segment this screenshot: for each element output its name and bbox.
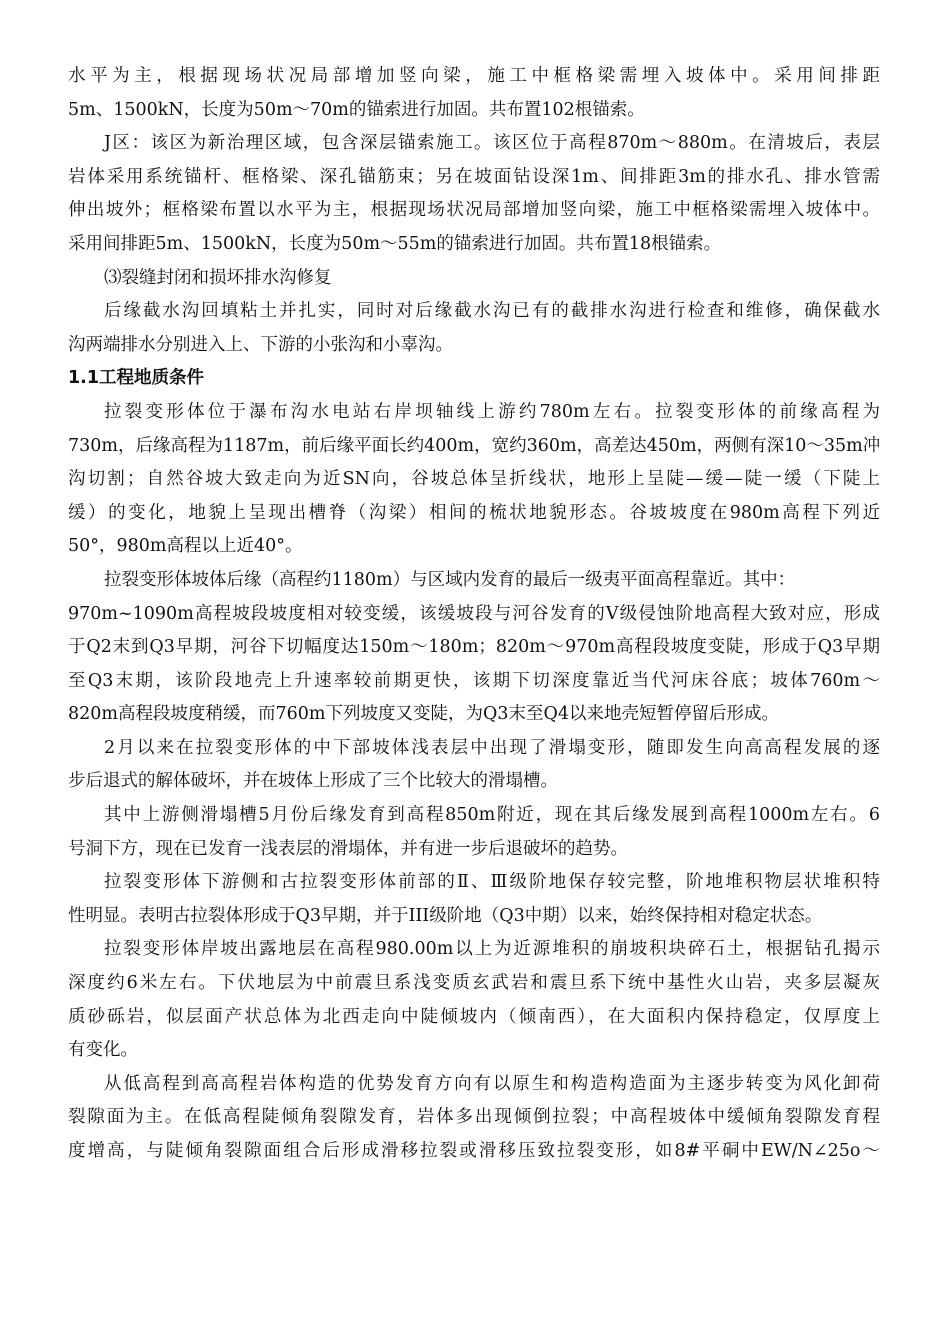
text-line: 沟切割；自然谷坡大致走向为近SN向，谷坡总体呈折线状，地形上呈陡—缓—陡一缓（下陡上	[68, 469, 880, 490]
text-line: J区：该区为新治理区域，包含深层锚索施工。该区位于高程870m～880m。在清坡后，表层	[104, 133, 880, 154]
text-line: 2月以来在拉裂变形体的中下部坡体浅表层中出现了滑塌变形，随即发生向高高程发展的逐	[104, 737, 880, 758]
text-line: 970m~1090m高程坡段坡度相对较变缓，该缓坡段与河谷发育的Ⅴ级侵蚀阶地高程大致对应，形成	[68, 603, 880, 624]
text-line: 至Q3末期，该阶段地壳上升速率较前期更快，该期下切深度靠近当代河床谷底；坡体760m～	[68, 670, 880, 691]
text-line: 拉裂变形体下游侧和古拉裂变形体前部的Ⅱ、Ⅲ级阶地保存较完整，阶地堆积物层状堆积特	[104, 872, 880, 893]
paragraph-collapse-deformation	[68, 732, 880, 799]
text-line: 有变化。	[68, 1040, 138, 1061]
text-line: 性明显。表明古拉裂体形成于Q3早期，并于III级阶地（Q3中期）以来，始终保持相对稳定状态。	[68, 905, 823, 926]
text-line: 于Q2末到Q3早期，河谷下切幅度达150m～180m；820m～970m高程段坡度变陡，形成于Q3早期	[68, 637, 880, 658]
text-line: 拉裂变形体位于瀑布沟水电站右岸坝轴线上游约780m左右。拉裂变形体的前缘高程为	[104, 401, 880, 422]
paragraph-zone-j	[68, 127, 880, 261]
text-line: 采用间排距5m、1500kN，长度为50m～55m的锚索进行加固。共布置18根锚索。	[68, 233, 722, 254]
document-page	[68, 60, 880, 1169]
text-line: 730m，后缘高程为1187m，前后缘平面长约400m，宽约360m，高差达450m，两侧有深10～35m冲	[68, 435, 880, 456]
text-line: 度增高，与陡倾角裂隙面组合后形成滑移拉裂或滑移压致拉裂变形，如8#平硐中EW/N∠25o～	[68, 1141, 880, 1161]
paragraph-drainage-repair	[68, 295, 880, 362]
text-line: 号洞下方，现在已发育一浅表层的滑塌体，并有进一步后退破坏的趋势。	[68, 838, 628, 859]
subheading-crack-sealing	[68, 262, 880, 296]
text-line: 5m、1500kN，长度为50m～70m的锚索进行加固。共布置102根锚索。	[68, 99, 645, 120]
paragraph-deformation-body-location	[68, 396, 880, 564]
text-line: 步后退式的解体破坏，并在坡体上形成了三个比较大的滑塌槽。	[68, 771, 558, 792]
section-title: 1.1工程地质条件	[68, 368, 205, 389]
text-line: 50°，980m高程以上近40°。	[68, 536, 303, 557]
text-line: 质砂砾岩，似层面产状总体为北西走向中陡倾坡内（倾南西），在大面积内保持稳定，仅厚度上	[68, 1006, 880, 1027]
text-line: 岩体采用系统锚杆、框格梁、深孔锚筋束；另在坡面钻设深1m、间排距3m的排水孔、排水管需	[68, 166, 880, 187]
text-line: 裂隙面为主。在低高程陡倾角裂隙发育，岩体多出现倾倒拉裂；中高程坡体中缓倾角裂隙发育程	[68, 1107, 880, 1128]
text-line: 其中上游侧滑塌槽5月份后缘发育到高程850m附近，现在其后缘发展到高程1000m左右。6	[104, 805, 880, 826]
paragraph-upstream-collapse-trough	[68, 799, 880, 866]
section-heading	[68, 362, 880, 396]
paragraph-anchor-cable-continuation	[68, 60, 880, 127]
text-line: 后缘截水沟回填粘土并扎实，同时对后缘截水沟已有的截排水沟进行检查和维修，确保截水	[104, 301, 880, 322]
text-line: 伸出坡外；框格梁布置以水平为主，根据现场状况局部增加竖向梁，施工中框格梁需埋入坡体中。	[68, 200, 880, 221]
paragraph-rock-structure	[68, 1068, 880, 1169]
text-line: 拉裂变形体坡体后缘（高程约1180m）与区域内发育的最后一级夷平面高程靠近。其中：	[104, 569, 796, 590]
text-line: 沟两端排水分别进入上、下游的小张沟和小辜沟。	[68, 334, 453, 355]
paragraph-terraces	[68, 866, 880, 933]
text-line: 深度约6米左右。下伏地层为中前震旦系浅变质玄武岩和震旦系下统中基性火山岩，夹多层凝灰	[68, 973, 880, 994]
text-line: 水平为主，根据现场状况局部增加竖向梁，施工中框格梁需埋入坡体中。采用间排距	[68, 66, 880, 86]
text-line: 缓）的变化，地貌上呈现出槽脊（沟梁）相间的梳状地貌形态。谷坡坡度在980m高程下列近	[68, 502, 880, 523]
text-line: ⑶裂缝封闭和损坏排水沟修复	[104, 267, 332, 288]
text-line: 拉裂变形体岸坡出露地层在高程980.00m以上为近源堆积的崩坡积块碎石土，根据钻孔揭示	[104, 939, 880, 960]
paragraph-strata	[68, 933, 880, 1067]
paragraph-slope-segments	[68, 564, 880, 732]
text-line: 820m高程段坡度稍缓，而760m下列坡度又变陡，为Q3末至Q4以来地壳短暂停留后形成。	[68, 704, 779, 725]
text-line: 从低高程到高高程岩体构造的优势发育方向有以原生和构造构造面为主逐步转变为风化卸荷	[104, 1073, 880, 1094]
